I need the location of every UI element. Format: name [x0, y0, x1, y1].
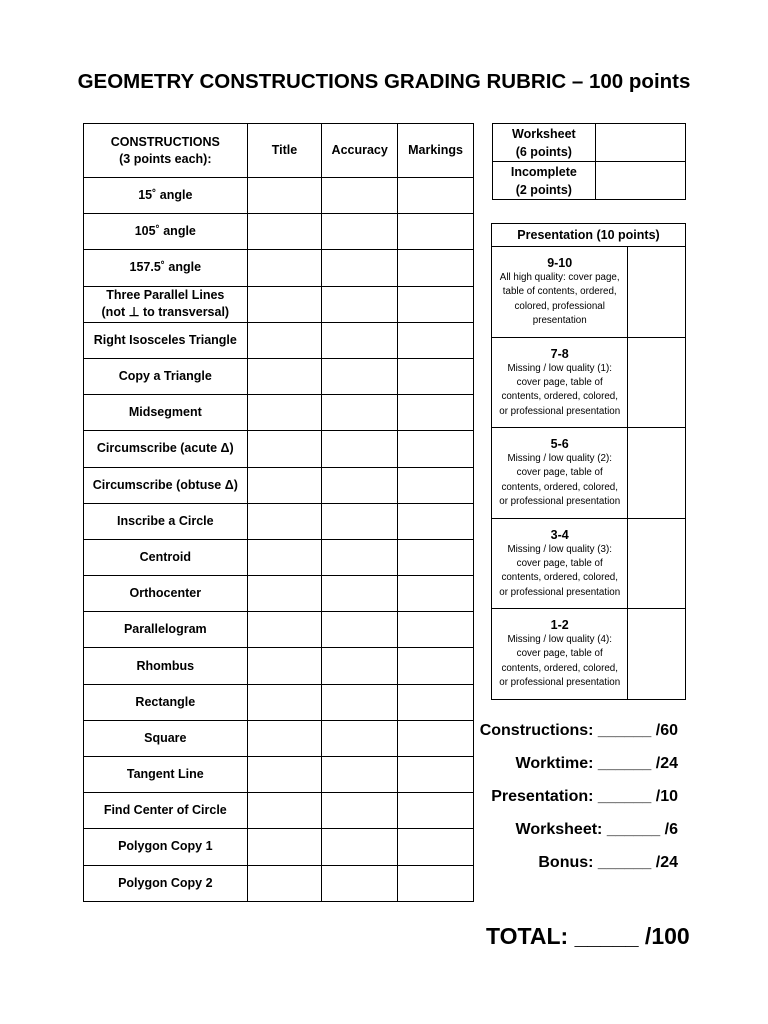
accuracy-cell[interactable] — [322, 576, 398, 612]
presentation-rows — [492, 247, 686, 700]
score-line: Constructions: ______ /60 — [479, 722, 678, 739]
level-description: Missing / low quality (1): cover page, table of contents, ordered, colored, or professional presentation — [499, 362, 621, 417]
construction-name-text: Circumscribe (obtuse Δ) — [92, 477, 238, 492]
construction-name-text: Rectangle — [135, 694, 196, 709]
worksheet-label-line1: Worksheet — [512, 126, 576, 141]
score-line: Presentation: ______ /10 — [491, 788, 678, 805]
construction-name-text: Midsegment — [128, 405, 202, 420]
table-row — [84, 612, 474, 648]
title-cell[interactable] — [247, 720, 322, 756]
construction-name-text: Polygon Copy 2 — [118, 875, 213, 890]
markings-cell[interactable] — [398, 539, 474, 575]
level-range: 3-4 — [550, 527, 569, 542]
score-line: Worksheet: ______ /6 — [515, 821, 678, 838]
accuracy-cell[interactable] — [322, 322, 398, 358]
page-title: GEOMETRY CONSTRUCTIONS GRADING RUBRIC – 100 points — [77, 70, 691, 93]
title-cell[interactable] — [247, 214, 322, 250]
title-header: Title — [247, 124, 322, 178]
construction-note: (not ⊥ to transversal) — [101, 305, 230, 320]
construction-name-text: Three Parallel Lines — [106, 288, 225, 303]
construction-name — [84, 214, 248, 250]
constructions-rows — [84, 178, 474, 902]
markings-cell[interactable] — [398, 395, 474, 431]
construction-name — [84, 793, 248, 829]
construction-name-text: Circumscribe (acute Δ) — [96, 441, 234, 456]
markings-cell[interactable] — [398, 178, 474, 214]
accuracy-cell[interactable] — [322, 720, 398, 756]
construction-name-text: Parallelogram — [123, 622, 207, 637]
construction-name — [84, 286, 248, 322]
score-line: Bonus: ______ /24 — [538, 854, 678, 871]
accuracy-cell[interactable] — [322, 793, 398, 829]
accuracy-cell[interactable] — [322, 829, 398, 865]
presentation-header: Presentation (10 points) — [492, 224, 686, 247]
construction-name — [84, 395, 248, 431]
score-line: Worktime: ______ /24 — [515, 755, 678, 772]
table-row — [493, 162, 686, 200]
presentation-level — [492, 428, 628, 519]
level-description: Missing / low quality (2): cover page, table of contents, ordered, colored, or professional presentation — [499, 453, 621, 508]
construction-name — [84, 865, 248, 901]
level-description: Missing / low quality (3): cover page, table of contents, ordered, colored, or professional presentation — [499, 543, 621, 598]
construction-name — [84, 503, 248, 539]
level-range: 5-6 — [550, 437, 569, 452]
incomplete-label — [493, 162, 596, 200]
construction-name — [84, 431, 248, 467]
construction-name-text: Square — [144, 730, 187, 745]
construction-name — [84, 322, 248, 358]
presentation-level — [492, 518, 628, 609]
table-row — [84, 358, 474, 394]
markings-header: Markings — [398, 124, 474, 178]
construction-name — [84, 576, 248, 612]
table-row — [492, 428, 686, 519]
incomplete-label-line2: (2 points) — [515, 182, 572, 197]
table-row — [84, 395, 474, 431]
table-header-row — [84, 124, 474, 178]
constructions-header — [84, 124, 248, 178]
table-row — [84, 322, 474, 358]
construction-name — [84, 612, 248, 648]
accuracy-cell[interactable] — [322, 214, 398, 250]
title-cell[interactable] — [247, 829, 322, 865]
construction-name — [84, 250, 248, 286]
table-row — [84, 829, 474, 865]
construction-name-text: Tangent Line — [126, 767, 204, 782]
worksheet-score-cell[interactable] — [595, 124, 685, 162]
worksheet-label-line2: (6 points) — [515, 144, 572, 159]
title-cell[interactable] — [247, 757, 322, 793]
accuracy-cell[interactable] — [322, 503, 398, 539]
construction-name-text: Centroid — [139, 549, 191, 564]
presentation-score-cell[interactable] — [628, 428, 686, 519]
construction-name-text: Rhombus — [136, 658, 195, 673]
presentation-level — [492, 337, 628, 428]
markings-cell[interactable] — [398, 358, 474, 394]
table-row — [84, 865, 474, 901]
construction-name-text: Orthocenter — [129, 586, 202, 601]
title-cell[interactable] — [247, 539, 322, 575]
title-cell[interactable] — [247, 286, 322, 322]
markings-cell[interactable] — [398, 865, 474, 901]
worksheet-label — [493, 124, 596, 162]
title-cell[interactable] — [247, 395, 322, 431]
table-row — [84, 576, 474, 612]
title-cell[interactable] — [247, 431, 322, 467]
constructions-header-line2: (3 points each): — [119, 151, 212, 166]
title-cell[interactable] — [247, 178, 322, 214]
presentation-table — [491, 223, 686, 700]
table-row — [492, 247, 686, 338]
construction-name — [84, 757, 248, 793]
markings-cell[interactable] — [398, 503, 474, 539]
table-row — [84, 467, 474, 503]
title-cell[interactable] — [247, 684, 322, 720]
markings-cell[interactable] — [398, 250, 474, 286]
presentation-level — [492, 247, 628, 338]
construction-name-text: Polygon Copy 1 — [118, 839, 213, 854]
accuracy-cell[interactable] — [322, 865, 398, 901]
markings-cell[interactable] — [398, 793, 474, 829]
markings-cell[interactable] — [398, 286, 474, 322]
construction-name-text: 105˚ angle — [134, 224, 196, 239]
level-range: 1-2 — [550, 618, 569, 633]
construction-name-text: Right Isosceles Triangle — [93, 332, 237, 347]
construction-name-text: Find Center of Circle — [103, 803, 227, 818]
construction-name — [84, 648, 248, 684]
markings-cell[interactable] — [398, 648, 474, 684]
accuracy-cell[interactable] — [322, 684, 398, 720]
table-row — [493, 124, 686, 162]
title-cell[interactable] — [247, 322, 322, 358]
markings-cell[interactable] — [398, 467, 474, 503]
presentation-score-cell[interactable] — [628, 518, 686, 609]
table-row — [84, 214, 474, 250]
accuracy-cell[interactable] — [322, 539, 398, 575]
title-cell[interactable] — [247, 865, 322, 901]
construction-name — [84, 684, 248, 720]
markings-cell[interactable] — [398, 720, 474, 756]
accuracy-cell[interactable] — [322, 178, 398, 214]
construction-name — [84, 539, 248, 575]
construction-name — [84, 829, 248, 865]
accuracy-cell[interactable] — [322, 757, 398, 793]
title-cell[interactable] — [247, 612, 322, 648]
construction-name-text: Inscribe a Circle — [117, 513, 214, 528]
markings-cell[interactable] — [398, 431, 474, 467]
presentation-header-row — [492, 224, 686, 247]
construction-name — [84, 467, 248, 503]
constructions-header-line1: CONSTRUCTIONS — [110, 134, 220, 149]
table-row — [84, 250, 474, 286]
markings-cell[interactable] — [398, 612, 474, 648]
table-row — [84, 793, 474, 829]
accuracy-cell[interactable] — [322, 250, 398, 286]
table-row — [492, 337, 686, 428]
table-row — [84, 757, 474, 793]
markings-cell[interactable] — [398, 684, 474, 720]
title-cell[interactable] — [247, 358, 322, 394]
accuracy-cell[interactable] — [322, 612, 398, 648]
title-cell[interactable] — [247, 648, 322, 684]
markings-cell[interactable] — [398, 829, 474, 865]
markings-cell[interactable] — [398, 322, 474, 358]
table-row — [84, 684, 474, 720]
table-row — [84, 503, 474, 539]
presentation-score-cell[interactable] — [628, 609, 686, 700]
accuracy-cell[interactable] — [322, 648, 398, 684]
presentation-level — [492, 609, 628, 700]
table-row — [84, 431, 474, 467]
construction-name — [84, 178, 248, 214]
incomplete-label-line1: Incomplete — [510, 164, 577, 179]
markings-cell[interactable] — [398, 757, 474, 793]
construction-name-text: 15˚ angle — [138, 188, 193, 203]
title-cell[interactable] — [247, 793, 322, 829]
accuracy-cell[interactable] — [322, 286, 398, 322]
markings-cell[interactable] — [398, 576, 474, 612]
accuracy-header: Accuracy — [322, 124, 398, 178]
markings-cell[interactable] — [398, 214, 474, 250]
presentation-score-cell[interactable] — [628, 247, 686, 338]
total-score: TOTAL: _____ /100 — [486, 923, 690, 949]
title-cell[interactable] — [247, 467, 322, 503]
table-row — [84, 720, 474, 756]
table-row — [84, 178, 474, 214]
table-row — [84, 286, 474, 322]
construction-name-text: 157.5˚ angle — [129, 260, 202, 275]
level-range: 7-8 — [550, 346, 569, 361]
accuracy-cell[interactable] — [322, 431, 398, 467]
incomplete-score-cell[interactable] — [595, 162, 685, 200]
table-row — [492, 518, 686, 609]
worksheet-table — [492, 123, 686, 200]
construction-name — [84, 358, 248, 394]
constructions-table — [83, 123, 474, 902]
accuracy-cell[interactable] — [322, 358, 398, 394]
presentation-score-cell[interactable] — [628, 337, 686, 428]
table-row — [492, 609, 686, 700]
construction-name-text: Copy a Triangle — [118, 369, 212, 384]
level-range: 9-10 — [547, 256, 573, 271]
construction-name — [84, 720, 248, 756]
title-cell[interactable] — [247, 503, 322, 539]
accuracy-cell[interactable] — [322, 395, 398, 431]
title-cell[interactable] — [247, 250, 322, 286]
accuracy-cell[interactable] — [322, 467, 398, 503]
level-description: Missing / low quality (4): cover page, table of contents, ordered, colored, or professional presentation — [499, 634, 621, 689]
title-cell[interactable] — [247, 576, 322, 612]
level-description: All high quality: cover page, table of contents, ordered, colored, professional presentation — [499, 272, 620, 327]
table-row — [84, 648, 474, 684]
table-row — [84, 539, 474, 575]
